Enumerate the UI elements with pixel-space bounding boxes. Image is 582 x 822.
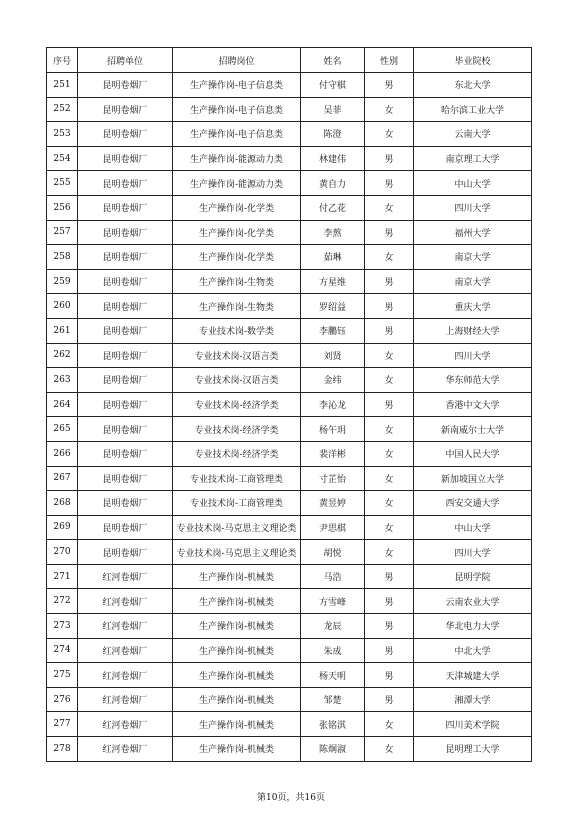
table-row [47,515,532,540]
cell-employer: 红河卷烟厂 [78,638,173,663]
cell-position: 生产操作岗-机械类 [173,663,301,688]
cell-gender: 女 [365,122,414,147]
table-row [47,466,532,491]
cell-position: 生产操作岗-机械类 [173,687,301,712]
cell-school: 湘潭大学 [414,687,532,712]
table-row [47,122,532,147]
cell-gender: 男 [365,318,414,343]
cell-position: 专业技术岗-工商管理类 [173,466,301,491]
table-row [47,294,532,319]
cell-gender: 男 [365,687,414,712]
table-row [47,712,532,737]
cell-serial: 262 [47,343,78,368]
cell-gender: 女 [365,540,414,565]
table-row [47,171,532,196]
cell-name: 陈炯淑 [301,737,365,762]
cell-name: 邹楚 [301,687,365,712]
cell-position: 生产操作岗-生物类 [173,294,301,319]
cell-gender: 男 [365,146,414,171]
cell-serial: 255 [47,171,78,196]
cell-school: 南京大学 [414,245,532,270]
table-row [47,220,532,245]
cell-serial: 253 [47,122,78,147]
cell-gender: 男 [365,564,414,589]
page-footer: 第10页，共16页 [257,793,325,803]
cell-school: 中山大学 [414,515,532,540]
cell-name: 李鵬钰 [301,318,365,343]
header-row [47,48,532,73]
cell-serial: 278 [47,737,78,762]
cell-name: 黄昱婷 [301,491,365,516]
cell-position: 专业技术岗-工商管理类 [173,491,301,516]
cell-name: 方星维 [301,269,365,294]
cell-name: 胡悦 [301,540,365,565]
cell-school: 四川大学 [414,540,532,565]
cell-name: 付守棋 [301,73,365,98]
cell-school: 四川大学 [414,343,532,368]
cell-employer: 昆明卷烟厂 [78,73,173,98]
cell-employer: 昆明卷烟厂 [78,171,173,196]
cell-gender: 女 [365,368,414,393]
header-position: 招聘岗位 [173,48,301,73]
table-row [47,73,532,98]
cell-name: 林建伟 [301,146,365,171]
cell-school: 天津城建大学 [414,663,532,688]
cell-name: 尹思棋 [301,515,365,540]
table-row [47,146,532,171]
cell-employer: 昆明卷烟厂 [78,417,173,442]
cell-employer: 昆明卷烟厂 [78,220,173,245]
cell-school: 华北电力大学 [414,614,532,639]
cell-name: 裴洋彬 [301,441,365,466]
cell-name: 金纬 [301,368,365,393]
table-row [47,540,532,565]
cell-position: 生产操作岗-电子信息类 [173,97,301,122]
cell-gender: 女 [365,417,414,442]
cell-serial: 261 [47,318,78,343]
table-row [47,589,532,614]
cell-gender: 女 [365,712,414,737]
cell-position: 生产操作岗-机械类 [173,712,301,737]
cell-position: 生产操作岗-能源动力类 [173,146,301,171]
cell-employer: 昆明卷烟厂 [78,245,173,270]
cell-name: 龙辰 [301,614,365,639]
cell-school: 云南大学 [414,122,532,147]
cell-gender: 男 [365,663,414,688]
cell-serial: 259 [47,269,78,294]
cell-name: 付乙花 [301,195,365,220]
table-row [47,392,532,417]
cell-employer: 昆明卷烟厂 [78,540,173,565]
cell-employer: 昆明卷烟厂 [78,97,173,122]
cell-position: 生产操作岗-机械类 [173,638,301,663]
cell-position: 生产操作岗-化学类 [173,220,301,245]
cell-school: 四川美术学院 [414,712,532,737]
cell-employer: 昆明卷烟厂 [78,466,173,491]
cell-employer: 昆明卷烟厂 [78,491,173,516]
cell-serial: 274 [47,638,78,663]
cell-name: 朱成 [301,638,365,663]
cell-serial: 258 [47,245,78,270]
cell-gender: 女 [365,515,414,540]
table-body [47,73,532,762]
table-row [47,269,532,294]
table-row [47,638,532,663]
cell-school: 东北大学 [414,73,532,98]
cell-school: 新加坡国立大学 [414,466,532,491]
cell-employer: 昆明卷烟厂 [78,195,173,220]
cell-position: 专业技术岗-经济学类 [173,441,301,466]
cell-employer: 昆明卷烟厂 [78,294,173,319]
header-employer: 招聘单位 [78,48,173,73]
cell-position: 专业技术岗-数学类 [173,318,301,343]
cell-name: 杨午玥 [301,417,365,442]
cell-position: 生产操作岗-机械类 [173,564,301,589]
table-row [47,614,532,639]
cell-name: 马浩 [301,564,365,589]
cell-school: 四川大学 [414,195,532,220]
table-row [47,245,532,270]
cell-gender: 男 [365,269,414,294]
cell-position: 生产操作岗-电子信息类 [173,73,301,98]
cell-gender: 男 [365,220,414,245]
cell-employer: 昆明卷烟厂 [78,122,173,147]
cell-position: 生产操作岗-机械类 [173,737,301,762]
cell-serial: 254 [47,146,78,171]
table-row [47,737,532,762]
cell-employer: 红河卷烟厂 [78,589,173,614]
table-row [47,663,532,688]
cell-employer: 昆明卷烟厂 [78,343,173,368]
cell-name: 吴菲 [301,97,365,122]
cell-school: 南京理工大学 [414,146,532,171]
table-row [47,687,532,712]
table-row [47,343,532,368]
cell-employer: 红河卷烟厂 [78,687,173,712]
cell-serial: 256 [47,195,78,220]
cell-position: 专业技术岗-汉语言类 [173,368,301,393]
cell-school: 昆明理工大学 [414,737,532,762]
cell-gender: 女 [365,97,414,122]
cell-school: 中山大学 [414,171,532,196]
table-row [47,97,532,122]
cell-name: 杨天明 [301,663,365,688]
table-header [47,48,532,73]
cell-serial: 276 [47,687,78,712]
cell-name: 方雪峰 [301,589,365,614]
cell-school: 重庆大学 [414,294,532,319]
cell-school: 哈尔滨工业大学 [414,97,532,122]
cell-name: 李沁龙 [301,392,365,417]
cell-serial: 270 [47,540,78,565]
cell-gender: 男 [365,294,414,319]
cell-position: 生产操作岗-电子信息类 [173,122,301,147]
cell-school: 香港中文大学 [414,392,532,417]
cell-employer: 昆明卷烟厂 [78,515,173,540]
cell-name: 寸芷怡 [301,466,365,491]
header-serial: 序号 [47,48,78,73]
cell-serial: 263 [47,368,78,393]
document-sheet [46,47,531,762]
cell-position: 生产操作岗-能源动力类 [173,171,301,196]
cell-position: 专业技术岗-马克思主义理论类 [173,540,301,565]
cell-employer: 昆明卷烟厂 [78,441,173,466]
cell-employer: 昆明卷烟厂 [78,392,173,417]
cell-serial: 275 [47,663,78,688]
cell-serial: 266 [47,441,78,466]
cell-school: 中北大学 [414,638,532,663]
cell-school: 福州大学 [414,220,532,245]
cell-gender: 女 [365,245,414,270]
cell-serial: 271 [47,564,78,589]
table-row [47,441,532,466]
cell-school: 云南农业大学 [414,589,532,614]
cell-serial: 269 [47,515,78,540]
cell-position: 专业技术岗-经济学类 [173,392,301,417]
table-row [47,368,532,393]
cell-serial: 272 [47,589,78,614]
cell-name: 黄自力 [301,171,365,196]
cell-gender: 女 [365,466,414,491]
cell-employer: 红河卷烟厂 [78,712,173,737]
cell-gender: 男 [365,73,414,98]
cell-serial: 268 [47,491,78,516]
cell-gender: 女 [365,195,414,220]
cell-school: 中国人民大学 [414,441,532,466]
cell-school: 南京大学 [414,269,532,294]
cell-gender: 女 [365,491,414,516]
cell-school: 新南威尔士大学 [414,417,532,442]
cell-position: 专业技术岗-汉语言类 [173,343,301,368]
cell-gender: 男 [365,589,414,614]
cell-employer: 昆明卷烟厂 [78,368,173,393]
header-gender: 性别 [365,48,414,73]
cell-gender: 女 [365,737,414,762]
table-row [47,318,532,343]
cell-employer: 红河卷烟厂 [78,663,173,688]
cell-serial: 265 [47,417,78,442]
cell-gender: 男 [365,392,414,417]
cell-school: 华东师范大学 [414,368,532,393]
cell-employer: 红河卷烟厂 [78,564,173,589]
cell-school: 上海财经大学 [414,318,532,343]
cell-position: 专业技术岗-经济学类 [173,417,301,442]
cell-name: 刘贤 [301,343,365,368]
cell-school: 昆明学院 [414,564,532,589]
cell-position: 生产操作岗-化学类 [173,195,301,220]
header-name: 姓名 [301,48,365,73]
cell-position: 生产操作岗-化学类 [173,245,301,270]
cell-serial: 264 [47,392,78,417]
cell-position: 生产操作岗-生物类 [173,269,301,294]
cell-employer: 昆明卷烟厂 [78,318,173,343]
cell-name: 陈澄 [301,122,365,147]
cell-name: 张铭淇 [301,712,365,737]
hiring-roster-table [46,47,532,762]
cell-employer: 红河卷烟厂 [78,614,173,639]
cell-serial: 251 [47,73,78,98]
cell-employer: 昆明卷烟厂 [78,269,173,294]
cell-serial: 277 [47,712,78,737]
cell-employer: 红河卷烟厂 [78,737,173,762]
table-row [47,195,532,220]
cell-serial: 267 [47,466,78,491]
cell-serial: 252 [47,97,78,122]
table-row [47,417,532,442]
cell-position: 专业技术岗-马克思主义理论类 [173,515,301,540]
table-row [47,564,532,589]
cell-gender: 女 [365,441,414,466]
cell-name: 罗绍益 [301,294,365,319]
cell-serial: 257 [47,220,78,245]
cell-gender: 女 [365,343,414,368]
cell-school: 西安交通大学 [414,491,532,516]
cell-name: 茹琳 [301,245,365,270]
cell-position: 生产操作岗-机械类 [173,614,301,639]
cell-gender: 男 [365,171,414,196]
header-school: 毕业院校 [414,48,532,73]
table-row [47,491,532,516]
cell-gender: 男 [365,614,414,639]
cell-serial: 260 [47,294,78,319]
cell-employer: 昆明卷烟厂 [78,146,173,171]
cell-name: 李熬 [301,220,365,245]
cell-serial: 273 [47,614,78,639]
cell-position: 生产操作岗-机械类 [173,589,301,614]
cell-gender: 男 [365,638,414,663]
